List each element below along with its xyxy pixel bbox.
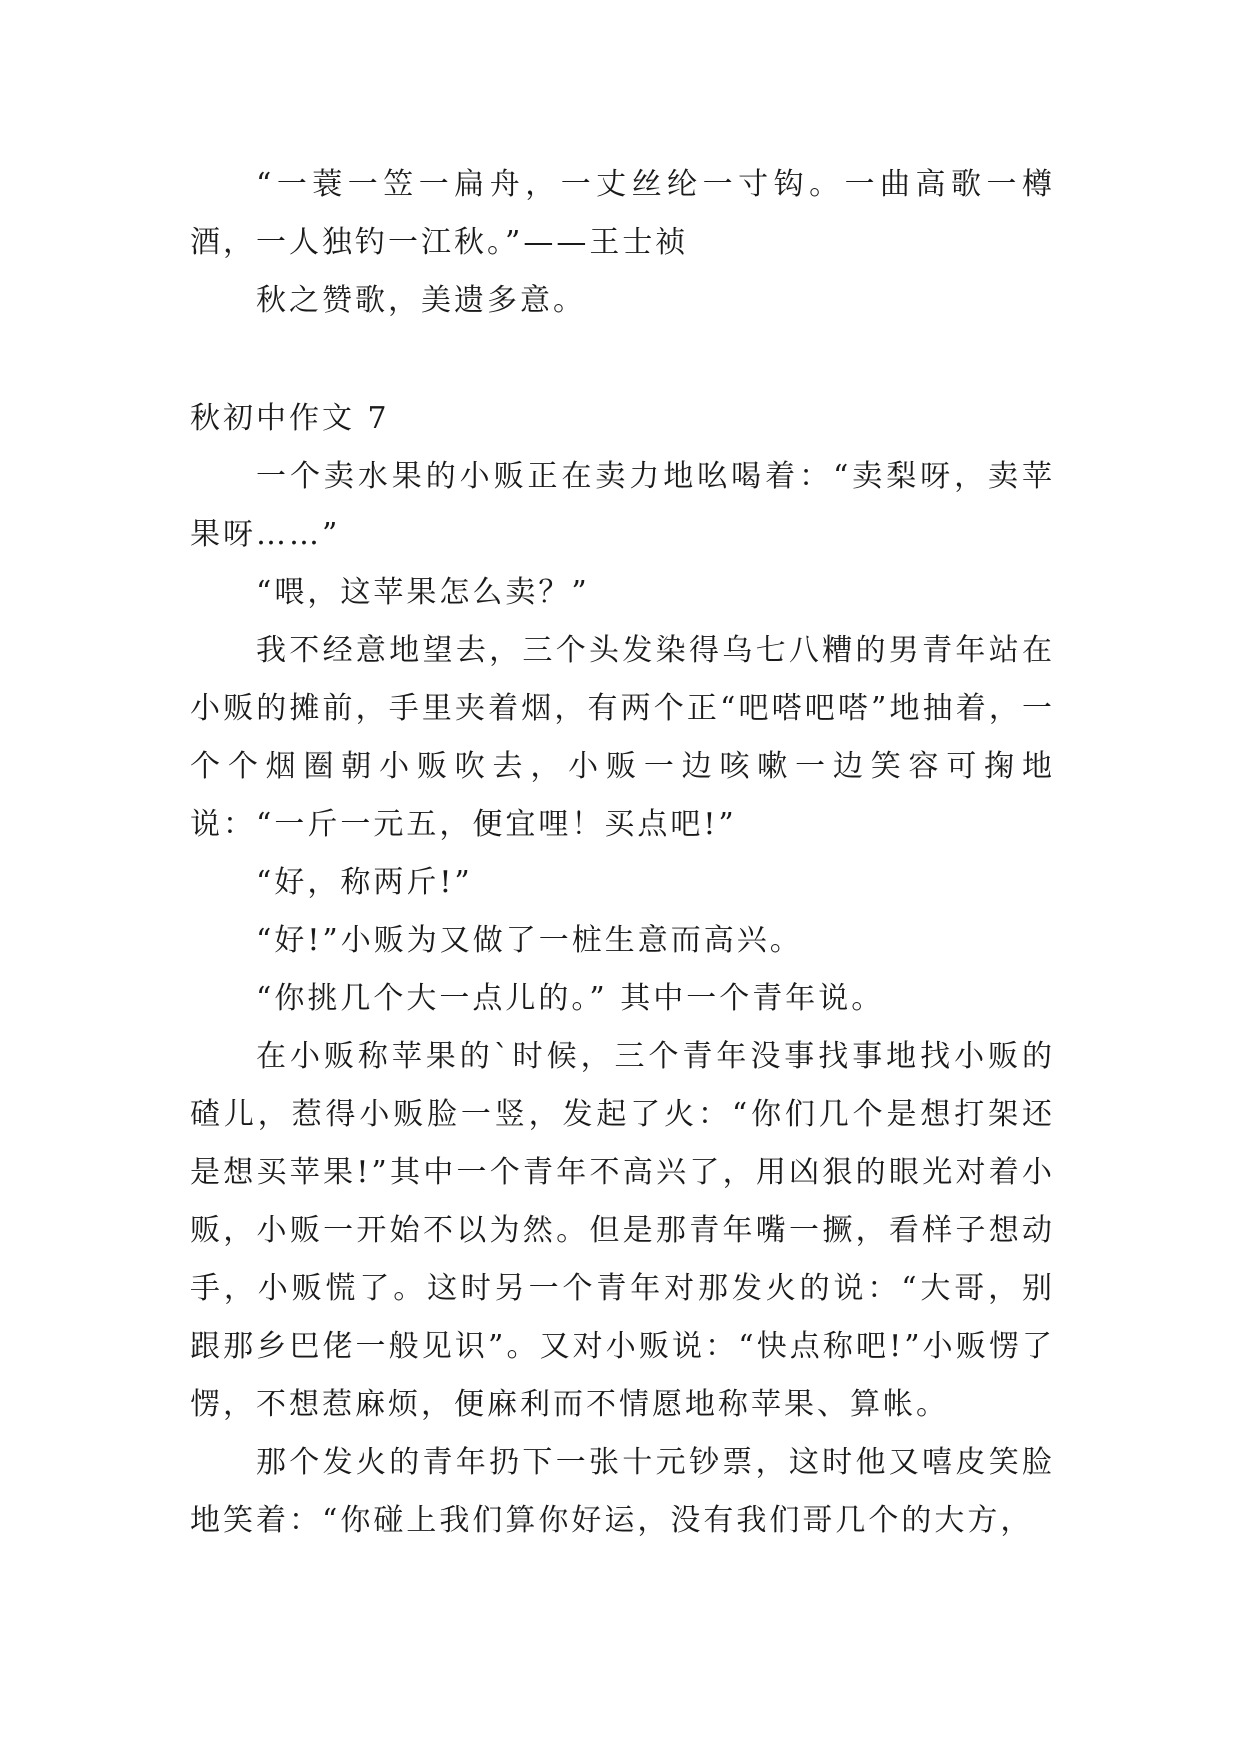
- paragraph: “喂，这苹果怎么卖？”: [256, 575, 590, 610]
- paragraph: “好，称两斤!”: [256, 865, 473, 900]
- paragraph: 那个发火的青年扔下一张十元钞票，这时他又嘻皮笑脸地笑着：“你碰上我们算你好运，没有我们哥几个的大方，: [190, 1445, 1055, 1538]
- document-body: [190, 156, 1055, 1550]
- paragraph: “一蓑一笠一扁舟，一丈丝纶一寸钩。一曲高歌一樽酒，一人独钓一江秋。”——王士祯: [190, 167, 1055, 260]
- paragraph: “你挑几个大一点儿的。” 其中一个青年说。: [256, 981, 885, 1016]
- paragraph: “好!”小贩为又做了一桩生意而高兴。: [256, 923, 803, 958]
- paragraph: 一个卖水果的小贩正在卖力地吆喝着：“卖梨呀，卖苹果呀……”: [190, 459, 1055, 552]
- paragraph: 在小贩称苹果的`时候，三个青年没事找事地找小贩的碴儿，惹得小贩脸一竖，发起了火：“你们几个是想打架还是想买苹果!”其中一个青年不高兴了，用凶狠的眼光对着小贩，小贩一开始不以为然。但是那青年嘴一撅，看样子想动手，小贩慌了。这时另一个青年对那发火的说：“大哥，别跟那乡巴佬一般见识”。又对小贩说：“快点称吧!”小贩愣了愣，不想惹麻烦，便麻利而不情愿地称苹果、算帐。: [190, 1039, 1055, 1422]
- paragraph: 秋之赞歌，美遗多意。: [256, 283, 586, 318]
- paragraph: 我不经意地望去，三个头发染得乌七八糟的男青年站在小贩的摊前，手里夹着烟，有两个正“吧嗒吧嗒”地抽着，一个个烟圈朝小贩吹去，小贩一边咳嗽一边笑容可掬地说：“一斤一元五，便宜哩！买点吧!”: [190, 633, 1055, 842]
- section-heading: 秋初中作文 7: [190, 401, 390, 436]
